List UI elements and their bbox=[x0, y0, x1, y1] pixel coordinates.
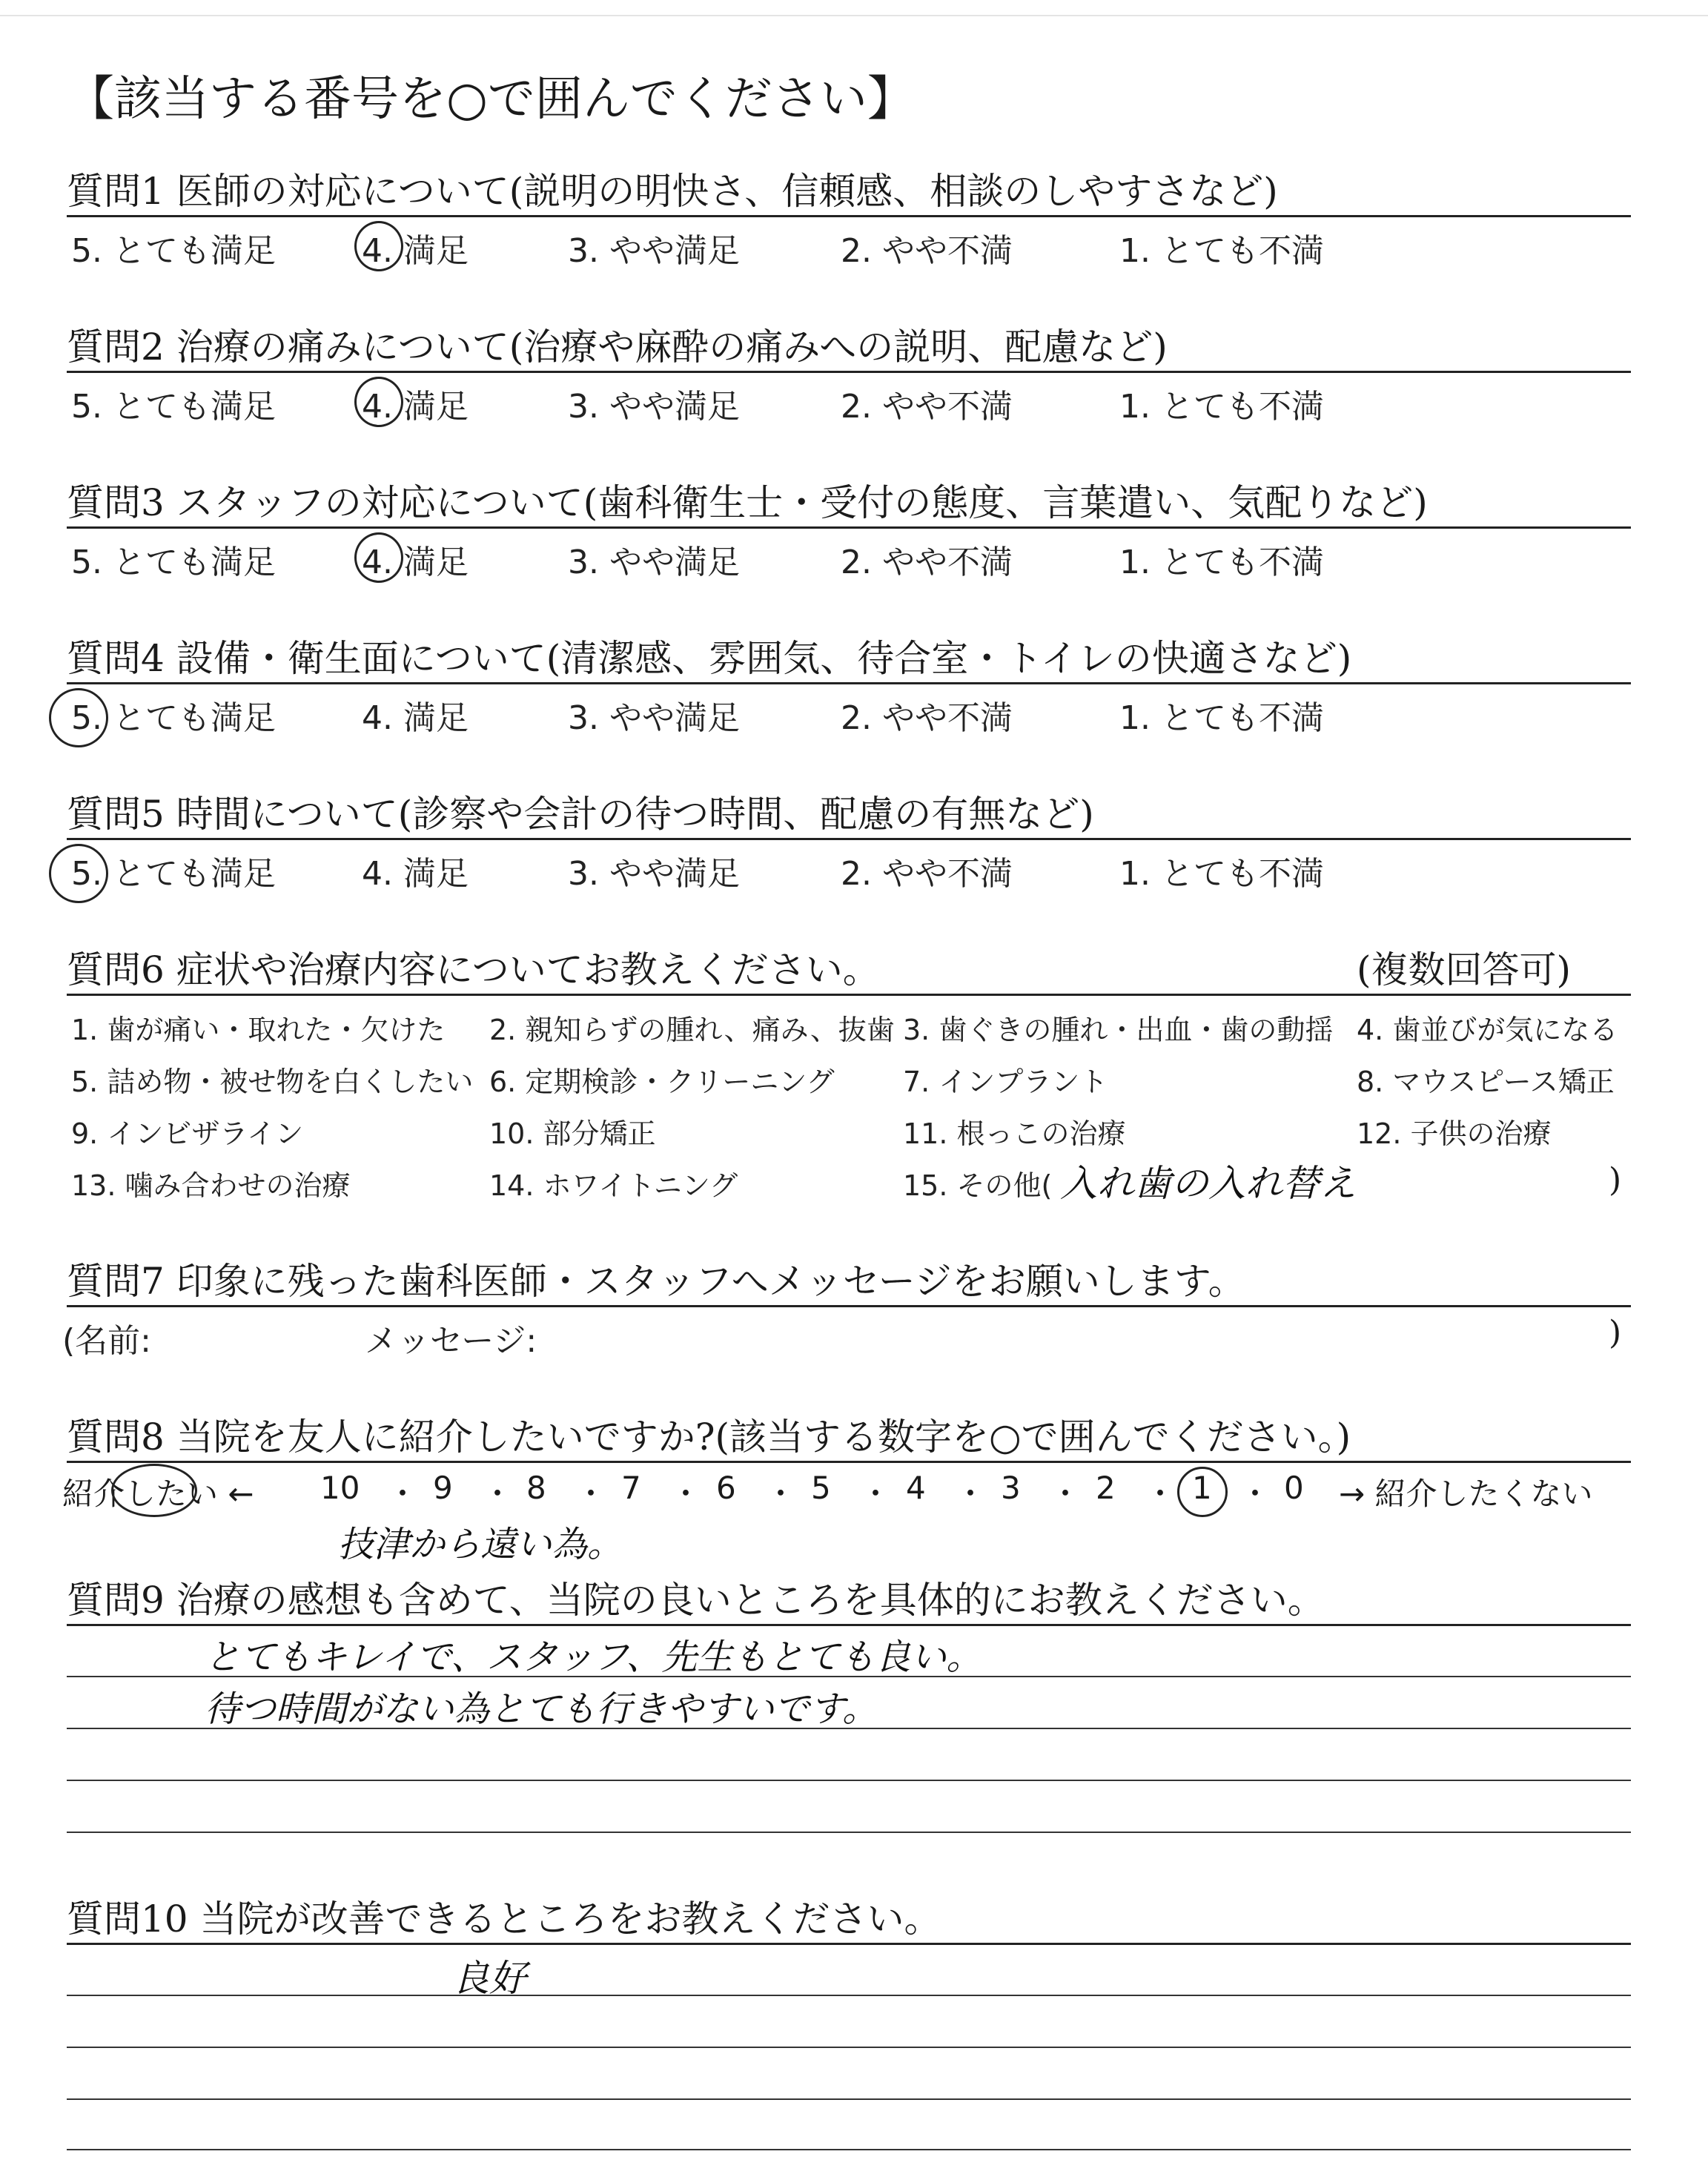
q4-option-4[interactable]: 4. 満足 bbox=[362, 699, 469, 737]
q1-option-3[interactable]: 3. やや満足 bbox=[568, 232, 740, 270]
q7-name-label: (名前: bbox=[62, 1322, 151, 1360]
q6-option-15[interactable]: 15. その他( bbox=[903, 1169, 1053, 1202]
q6-option-8[interactable]: 8. マウスピース矯正 bbox=[1357, 1066, 1615, 1098]
q6-other-handwritten: 入れ歯の入れ替え bbox=[1060, 1162, 1357, 1205]
q6-option-14[interactable]: 14. ホワイトニング bbox=[489, 1169, 738, 1202]
q8-selection-circle bbox=[1177, 1467, 1228, 1517]
q10-line-3 bbox=[67, 2098, 1631, 2100]
q5-option-5[interactable]: 5. とても満足 bbox=[71, 855, 276, 893]
q1-option-1[interactable]: 1. とても不満 bbox=[1119, 232, 1324, 270]
q4-option-3[interactable]: 3. やや満足 bbox=[568, 699, 740, 737]
q6-multiple-note: (複数回答可) bbox=[1357, 948, 1572, 991]
q8-sep: ・ bbox=[765, 1476, 797, 1512]
q5-rule bbox=[67, 838, 1631, 840]
q8-sep: ・ bbox=[860, 1476, 892, 1512]
scan-edge bbox=[0, 15, 1708, 16]
q8-sep: ・ bbox=[1145, 1476, 1176, 1512]
q8-right-label: → 紹介したくない bbox=[1339, 1476, 1593, 1512]
q8-sep: ・ bbox=[670, 1476, 702, 1512]
q8-value-7[interactable]: 7 bbox=[621, 1470, 641, 1506]
q3-heading: 質問3 スタッフの対応について(歯科衛生士・受付の態度、言葉遣い、気配りなど) bbox=[67, 481, 1428, 524]
q2-heading: 質問2 治療の痛みについて(治療や麻酔の痛みへの説明、配慮など) bbox=[67, 326, 1168, 369]
q10-line-2 bbox=[67, 2047, 1631, 2048]
q6-heading: 質問6 症状や治療内容についてお教えください。 bbox=[67, 948, 880, 991]
q6-option-9[interactable]: 9. インビザライン bbox=[71, 1117, 304, 1150]
q9-rule bbox=[67, 1624, 1631, 1626]
q6-option-12[interactable]: 12. 子供の治療 bbox=[1357, 1117, 1552, 1150]
q7-rule bbox=[67, 1305, 1631, 1307]
q4-heading: 質問4 設備・衛生面について(清潔感、雰囲気、待合室・トイレの快適さなど) bbox=[67, 637, 1352, 680]
q6-option-7[interactable]: 7. インプラント bbox=[903, 1066, 1108, 1098]
q8-sep: ・ bbox=[387, 1476, 419, 1512]
q4-option-1[interactable]: 1. とても不満 bbox=[1119, 699, 1324, 737]
q8-left-label: 紹介したい ← bbox=[62, 1476, 254, 1512]
q3-option-1[interactable]: 1. とても不満 bbox=[1119, 544, 1324, 581]
q6-option-4[interactable]: 4. 歯並びが気になる bbox=[1357, 1014, 1618, 1046]
q10-answer-line-1: 良好 bbox=[452, 1957, 526, 2000]
q5-option-3[interactable]: 3. やや満足 bbox=[568, 855, 740, 893]
q4-option-5[interactable]: 5. とても満足 bbox=[71, 699, 276, 737]
q1-option-5[interactable]: 5. とても満足 bbox=[71, 232, 276, 270]
q8-value-5[interactable]: 5 bbox=[811, 1470, 831, 1506]
q8-value-10[interactable]: 10 bbox=[320, 1470, 360, 1506]
q5-selection-circle bbox=[49, 844, 108, 903]
q8-value-6[interactable]: 6 bbox=[716, 1470, 736, 1506]
q5-option-2[interactable]: 2. やや不満 bbox=[841, 855, 1013, 893]
q8-value-1[interactable]: 1 bbox=[1192, 1470, 1212, 1506]
q9-line-3 bbox=[67, 1780, 1631, 1781]
q8-value-2[interactable]: 2 bbox=[1096, 1470, 1116, 1506]
q6-option-5[interactable]: 5. 詰め物・被せ物を白くしたい bbox=[71, 1066, 474, 1098]
q6-option-6[interactable]: 6. 定期検診・クリーニング bbox=[489, 1066, 835, 1098]
q8-value-4[interactable]: 4 bbox=[906, 1470, 926, 1506]
q10-rule bbox=[67, 1943, 1631, 1945]
q7-close-paren: ) bbox=[1609, 1314, 1622, 1352]
q3-option-2[interactable]: 2. やや不満 bbox=[841, 544, 1013, 581]
q8-rule bbox=[67, 1461, 1631, 1463]
q6-rule bbox=[67, 994, 1631, 996]
q6-other-close-paren: ) bbox=[1609, 1161, 1622, 1199]
q3-option-4[interactable]: 4. 満足 bbox=[362, 544, 469, 581]
q8-value-9[interactable]: 9 bbox=[433, 1470, 453, 1506]
q1-rule bbox=[67, 215, 1631, 217]
q2-selection-circle bbox=[354, 377, 403, 427]
q2-option-3[interactable]: 3. やや満足 bbox=[568, 388, 740, 426]
q5-heading: 質問5 時間について(診察や会計の待つ時間、配慮の有無など) bbox=[67, 793, 1094, 836]
q8-value-0[interactable]: 0 bbox=[1284, 1470, 1304, 1506]
q9-answer-line-1: とてもキレイで、スタッフ、先生もとても良い。 bbox=[205, 1636, 982, 1678]
q8-left-mark-circle bbox=[111, 1464, 197, 1517]
q10-heading: 質問10 当院が改善できるところをお教えください。 bbox=[67, 1898, 941, 1941]
q8-sep: ・ bbox=[1050, 1476, 1082, 1512]
q10-line-1 bbox=[67, 1995, 1631, 1996]
q4-option-2[interactable]: 2. やや不満 bbox=[841, 699, 1013, 737]
page-title: 【該当する番号を○で囲んでください】 bbox=[67, 72, 915, 127]
q10-line-4 bbox=[67, 2149, 1631, 2150]
q3-option-5[interactable]: 5. とても満足 bbox=[71, 544, 276, 581]
q9-heading: 質問9 治療の感想も含めて、当院の良いところを具体的にお教えください。 bbox=[67, 1579, 1325, 1622]
q8-value-3[interactable]: 3 bbox=[1001, 1470, 1021, 1506]
q6-option-1[interactable]: 1. 歯が痛い・取れた・欠けた bbox=[71, 1014, 446, 1046]
q6-option-3[interactable]: 3. 歯ぐきの腫れ・出血・歯の動揺 bbox=[903, 1014, 1334, 1046]
q2-option-2[interactable]: 2. やや不満 bbox=[841, 388, 1013, 426]
q2-option-5[interactable]: 5. とても満足 bbox=[71, 388, 276, 426]
q3-selection-circle bbox=[354, 532, 403, 583]
q2-option-4[interactable]: 4. 満足 bbox=[362, 388, 469, 426]
q9-answer-line-2: 待つ時間がない為とても行きやすいです。 bbox=[205, 1688, 878, 1730]
q4-selection-circle bbox=[49, 688, 108, 747]
q8-heading: 質問8 当院を友人に紹介したいですか?(該当する数字を○で囲んでください。) bbox=[67, 1416, 1351, 1459]
q7-message-label: メッセージ: bbox=[365, 1322, 537, 1360]
q1-selection-circle bbox=[354, 221, 403, 271]
q2-rule bbox=[67, 371, 1631, 373]
q9-line-4 bbox=[67, 1832, 1631, 1833]
q5-option-1[interactable]: 1. とても不満 bbox=[1119, 855, 1324, 893]
q3-option-3[interactable]: 3. やや満足 bbox=[568, 544, 740, 581]
q2-option-1[interactable]: 1. とても不満 bbox=[1119, 388, 1324, 426]
q6-option-2[interactable]: 2. 親知らずの腫れ、痛み、抜歯 bbox=[489, 1014, 895, 1046]
q8-sep: ・ bbox=[575, 1476, 607, 1512]
q6-option-10[interactable]: 10. 部分矯正 bbox=[489, 1117, 656, 1150]
q8-sep: ・ bbox=[482, 1476, 514, 1512]
q7-heading: 質問7 印象に残った歯科医師・スタッフへメッセージをお願いします。 bbox=[67, 1260, 1245, 1303]
q8-sep: ・ bbox=[955, 1476, 987, 1512]
q8-handwritten-note: 技津から遠い為。 bbox=[338, 1524, 623, 1565]
q1-option-4[interactable]: 4. 満足 bbox=[362, 232, 469, 270]
q5-option-4[interactable]: 4. 満足 bbox=[362, 855, 469, 893]
q6-option-11[interactable]: 11. 根っこの治療 bbox=[903, 1117, 1126, 1150]
q6-option-13[interactable]: 13. 噛み合わせの治療 bbox=[71, 1169, 351, 1202]
q8-sep: ・ bbox=[1239, 1476, 1271, 1512]
q1-option-2[interactable]: 2. やや不満 bbox=[841, 232, 1013, 270]
q8-value-8[interactable]: 8 bbox=[526, 1470, 546, 1506]
q1-heading: 質問1 医師の対応について(説明の明快さ、信頼感、相談のしやすさなど) bbox=[67, 170, 1278, 213]
q3-rule bbox=[67, 526, 1631, 529]
q4-rule bbox=[67, 682, 1631, 684]
